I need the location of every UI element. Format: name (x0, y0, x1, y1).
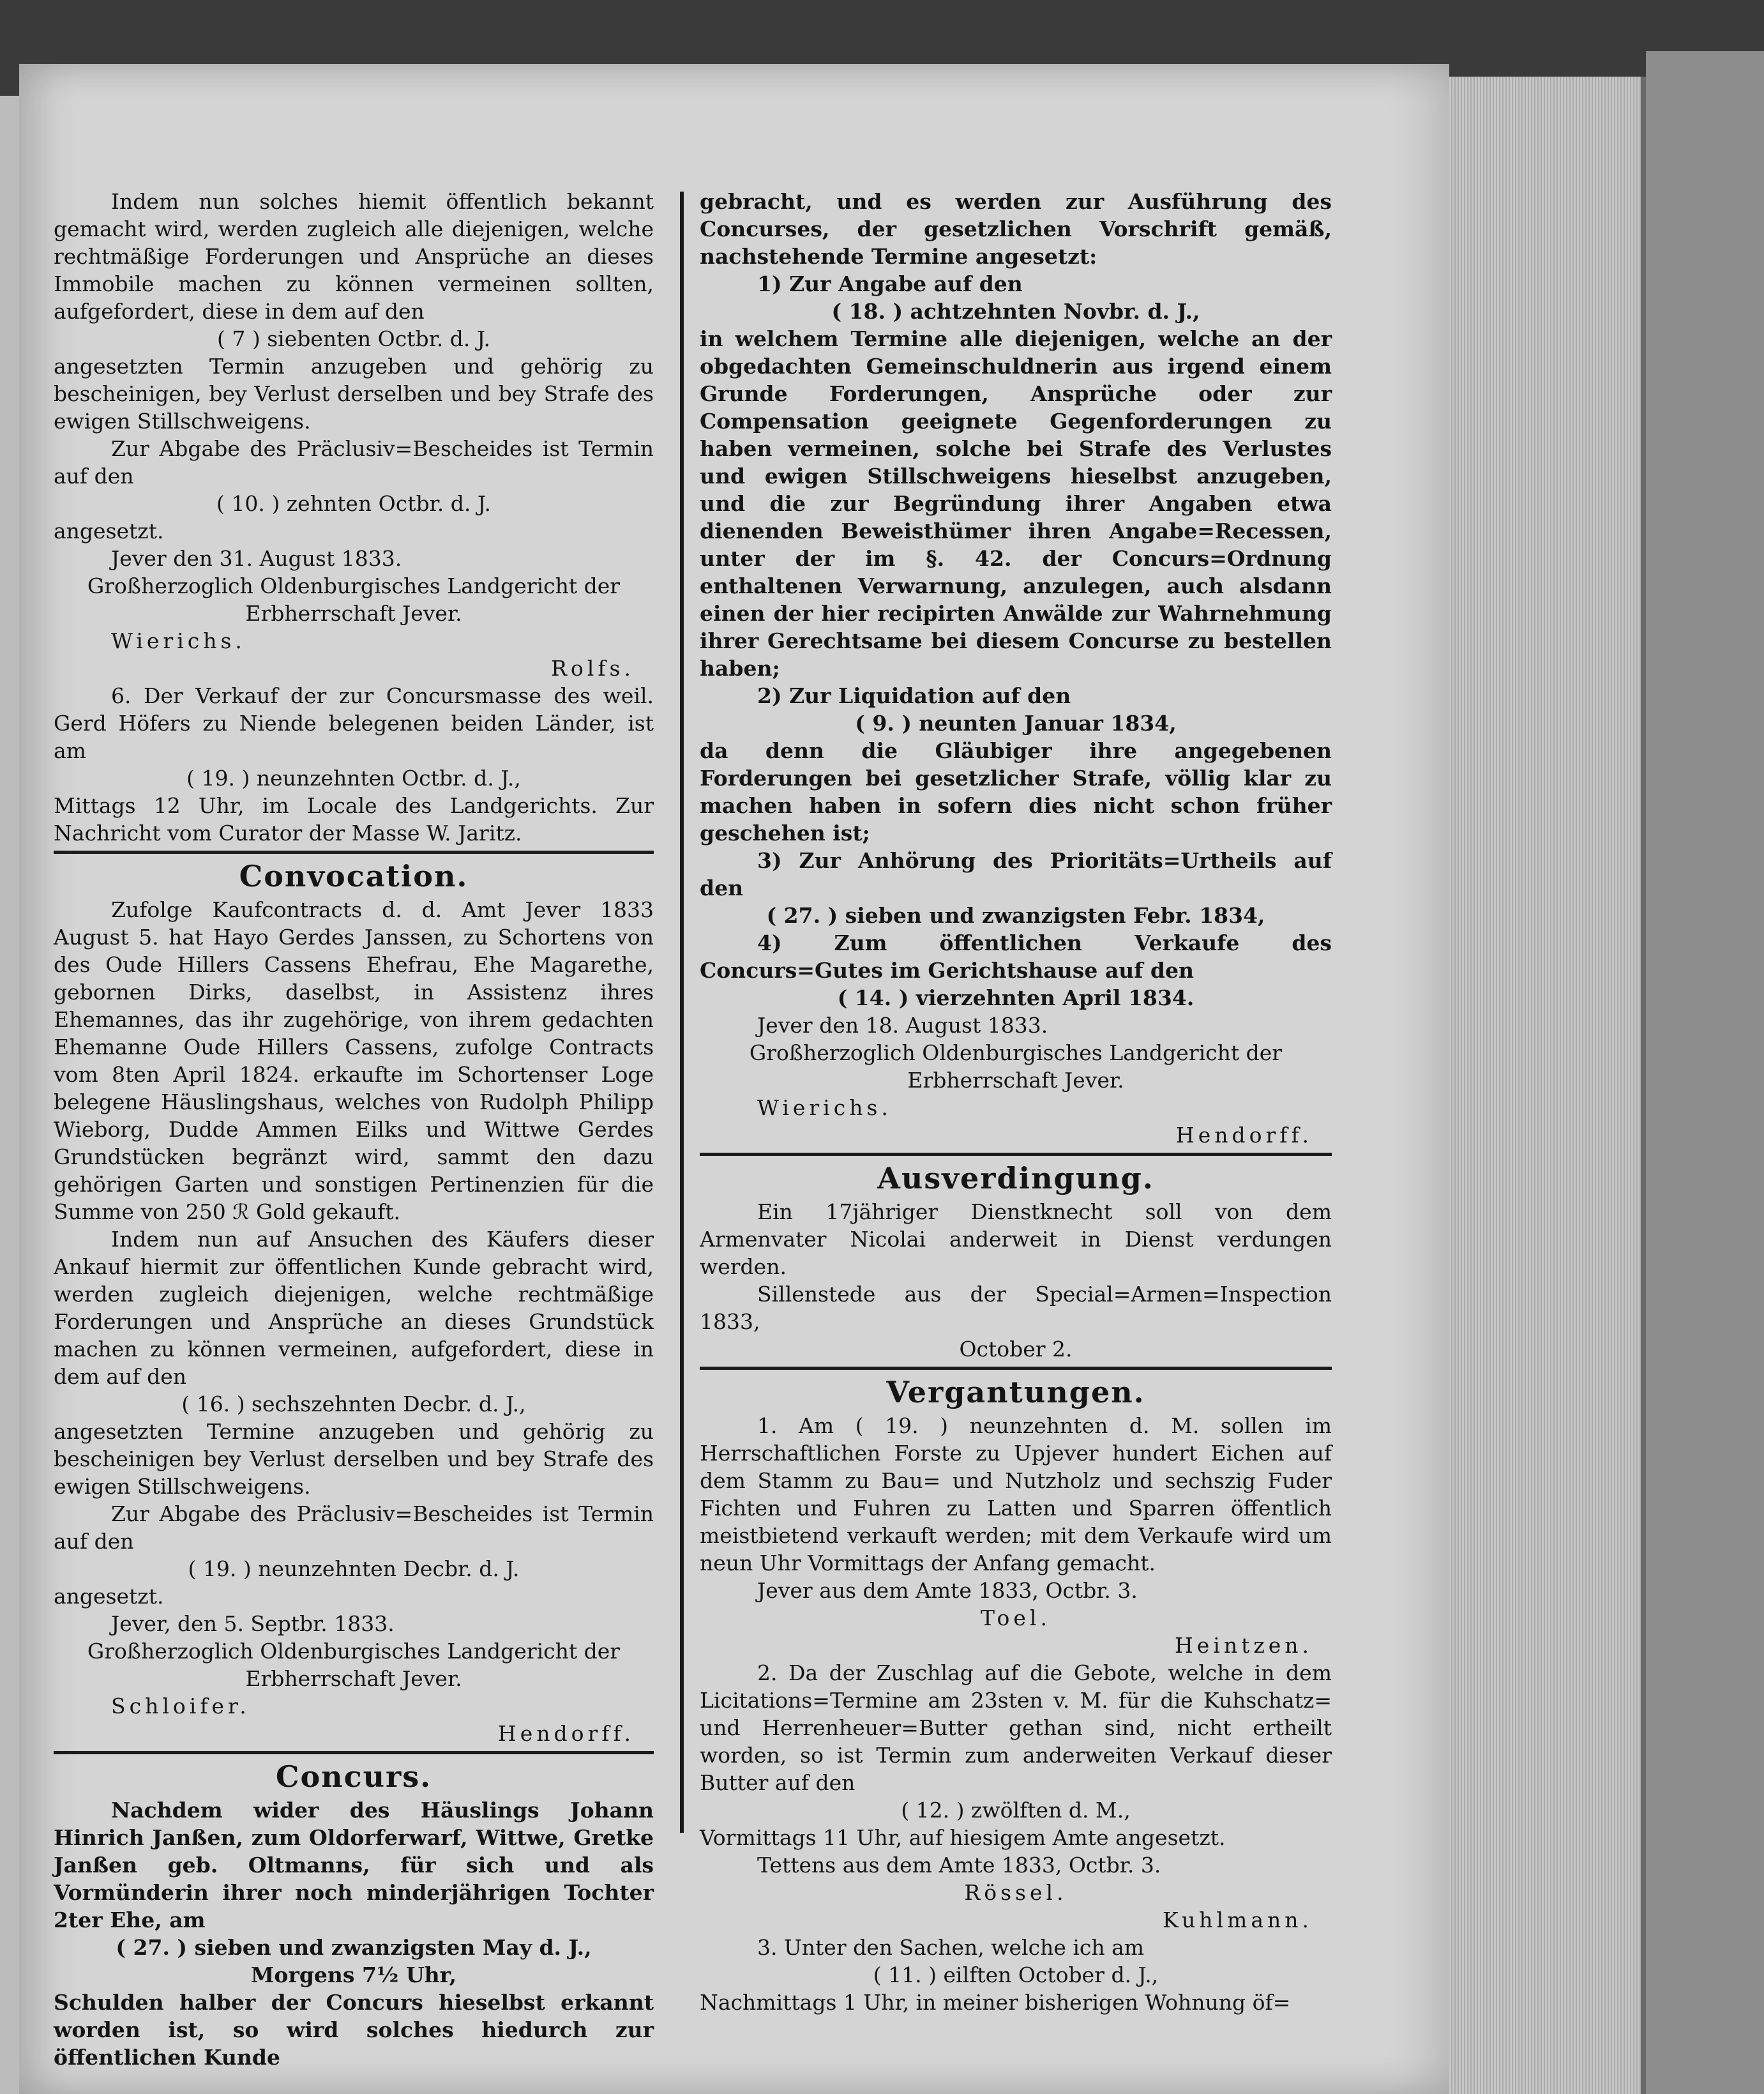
notice-text: da denn die Gläubiger ihre angegebenen Forderungen bei gesetzlicher Strafe, völlig klar zu machen haben in sofern dies nicht schon früher geschehen ist; (700, 738, 1332, 846)
section-rule (700, 1367, 1332, 1370)
court-name: Großherzoglich Oldenburgisches Landgericht der Erbherrschaft Jever. (87, 573, 621, 626)
notice-text: Vormittags 11 Uhr, auf hiesigem Amte angesetzt. (700, 1825, 1226, 1850)
notice-text: Zur Abgabe des Präclusiv=Bescheides ist Termin auf den (54, 1501, 654, 1554)
left-column (54, 188, 654, 2071)
section-rule (700, 1153, 1332, 1156)
notice-text: Zufolge Kaufcontracts d. d. Amt Jever 1833 August 5. hat Hayo Gerdes Janssen, zu Schortens von des Oude Hillers Cassens Ehefrau, Ehe Magarethe, gebornen Dirks, daselbst, in Assistenz ihres Ehemannes, das ihr zugehörige, von ihrem gedachten Ehemanne Oude Hillers Cassens, zufolge Contracts vom 8ten April 1824. erkaufte im Schortenser Loge belegene Häuslingshaus, welches von Rudolph Philipp Wieborg, Dudde Ammen Eilks und Wittwe Gerdes Grundstücken begränzt wird, sammt den dazu gehörigen Garten und sonstigen Pertinenzien für die Summe von 250 ℛ Gold gekauft. (54, 897, 654, 1224)
date-line: ( 27. ) sieben und zwanzigsten Febr. 1834, (766, 903, 1265, 928)
page-block-edge (1449, 77, 1646, 2094)
date-line: ( 11. ) eilften October d. J., (873, 1962, 1159, 1987)
section-heading: Vergantungen. (886, 1375, 1145, 1409)
signature: Hendorff. (497, 1721, 635, 1746)
notice-text: 3. Unter den Sachen, welche ich am (757, 1935, 1145, 1960)
section-rule (54, 851, 654, 854)
notice-text: Zur Abgabe des Präclusiv=Bescheides ist Termin auf den (54, 436, 654, 489)
date-line: ( 12. ) zwölften d. M., (901, 1798, 1131, 1823)
date-line: ( 10. ) zehnten Octbr. d. J. (216, 491, 491, 516)
signature: Rössel. (964, 1880, 1067, 1905)
section-rule (54, 1751, 654, 1754)
notice-text: angesetzt. (54, 519, 164, 543)
signature: Kuhlmann. (1163, 1908, 1313, 1932)
place-date: October 2. (959, 1337, 1073, 1362)
place-date: Jever den 31. August 1833. (111, 546, 402, 571)
court-name: Großherzoglich Oldenburgisches Landgericht der Erbherrschaft Jever. (749, 1040, 1283, 1093)
notice-text: angesetzten Termine anzugeben und gehörig zu bescheinigen bey Verlust derselben und bey Strafe des ewigen Stillschweigens. (54, 1419, 654, 1499)
notice-text: 1) Zur Angabe auf den (757, 271, 1023, 296)
section-heading: Ausverdingung. (877, 1161, 1154, 1195)
place-date: Tettens aus dem Amte 1833, Octbr. 3. (757, 1853, 1161, 1878)
right-column (700, 188, 1332, 2016)
date-line: ( 9. ) neunten Januar 1834, (855, 711, 1177, 736)
signature: Schloifer. (111, 1694, 250, 1718)
notice-text: Mittags 12 Uhr, im Locale des Landgerichts. Zur Nachricht vom Curator der Masse W. Jaritz. (54, 793, 654, 846)
notice-text: angesetzt. (54, 1584, 164, 1609)
notice-text: Indem nun auf Ansuchen des Käufers dieser Ankauf hiermit zur öffentlichen Kunde gebracht wird, werden zugleich diejenigen, welche rechtmäßige Forderungen und Ansprüche an dieses Grundstück machen zu können vermeinen, aufgefordert, diese in dem auf den (54, 1227, 654, 1389)
date-line: ( 27. ) sieben und zwanzigsten May d. J., (116, 1935, 592, 1960)
date-line: Morgens 7½ Uhr, (250, 1962, 457, 1987)
notice-text: Nachdem wider des Häuslings Johann Hinrich Janßen, zum Oldorferwarf, Wittwe, Gretke Janßen geb. Oltmanns, für sich und als Vormünderin ihrer noch minderjährigen Tochter 2ter Ehe, am (54, 1798, 654, 1932)
notice-text: Nachmittags 1 Uhr, in meiner bisherigen Wohnung öf= (700, 1990, 1291, 2015)
notice-text: Schulden halber der Concurs hieselbst erkannt worden ist, so wird solches hiedurch zur öffentlichen Kunde (54, 1990, 654, 2070)
place-date: Sillenstede aus der Special=Armen=Inspection 1833, (700, 1282, 1332, 1334)
place-date: Jever den 18. August 1833. (757, 1013, 1048, 1038)
notice-text: in welchem Termine alle diejenigen, welche an der obgedachten Gemeinschuldnerin aus irgend einem Grunde Forderungen, Ansprüche oder zur Compensation geeignete Gegenforderungen zu haben vermeinen, solche bei Strafe des Verlustes und ewigen Stillschweigens hieselbst anzugeben, und die zur Begründung ihrer Angaben etwa dienenden Beweisthümer ihren Angabe=Recessen, unter der im §. 42. der Concurs=Ordnung enthaltenen Verwarnung, anzulegen, auch alsdann einen der hier recipirten Anwälde zur Wahrnehmung ihrer Gerechtsame bei diesem Concurse zu bestellen haben; (700, 326, 1332, 681)
book-cover (1646, 51, 1764, 2094)
notice-text: 2) Zur Liquidation auf den (757, 683, 1071, 708)
date-line: ( 16. ) sechszehnten Decbr. d. J., (181, 1392, 526, 1416)
notice-text: angesetzten Termin anzugeben und gehörig zu bescheinigen, bey Verlust derselben und bey Strafe des ewigen Stillschweigens. (54, 354, 654, 434)
signature: Toel. (981, 1605, 1051, 1630)
signature: Hendorff. (1175, 1123, 1313, 1148)
signature: Wierichs. (111, 628, 246, 653)
section-heading: Convocation. (239, 859, 469, 893)
notice-text: Ein 17jähriger Dienstknecht soll von dem Armenvater Nicolai anderweit in Dienst verdungen werden. (700, 1199, 1332, 1279)
date-line: ( 18. ) achtzehnten Novbr. d. J., (831, 299, 1200, 324)
column-divider (680, 192, 684, 1833)
place-date: Jever aus dem Amte 1833, Octbr. 3. (757, 1578, 1138, 1603)
date-line: ( 19. ) neunzehnten Octbr. d. J., (186, 766, 521, 791)
notice-text: 1. Am ( 19. ) neunzehnten d. M. sollen im Herrschaftlichen Forste zu Upjever hundert Eichen auf dem Stamm zu Bau= und Nutzholz und sechszig Fuder Fichten und Fuhren zu Latten und Sparren öffentlich meistbietend verkauft werden; mit dem Verkaufe wird um neun Uhr Vormittags der Anfang gemacht. (700, 1413, 1332, 1575)
notice-text: 2. Da der Zuschlag auf die Gebote, welche in dem Licitations=Termine am 23sten v. M. für die Kuhschatz= und Herrenheuer=Butter gethan sind, nicht ertheilt worden, so ist Termin zum anderweiten Verkauf dieser Butter auf den (700, 1660, 1332, 1795)
place-date: Jever, den 5. Septbr. 1833. (111, 1611, 395, 1636)
section-heading: Concurs. (275, 1759, 432, 1794)
notice-text: 6. Der Verkauf der zur Concursmasse des weil. Gerd Höfers zu Niende belegenen beiden Länder, ist am (54, 683, 654, 763)
facing-page-edge (0, 96, 19, 2094)
notice-text: Indem nun solches hiemit öffentlich bekannt gemacht wird, werden zugleich alle diejenigen, welche rechtmäßige Forderungen und Ansprüche an dieses Immobile machen zu können vermeinen sollten, aufgefordert, diese in dem auf den (54, 189, 654, 324)
notice-text: gebracht, und es werden zur Ausführung des Concurses, der gesetzlichen Vorschrift gemäß, nachstehende Termine angesetzt: (700, 189, 1332, 269)
notice-text: 4) Zum öffentlichen Verkaufe des Concurs=Gutes im Gerichtshause auf den (700, 930, 1332, 983)
date-line: ( 19. ) neunzehnten Decbr. d. J. (188, 1556, 520, 1581)
date-line: ( 14. ) vierzehnten April 1834. (837, 985, 1195, 1010)
date-line: ( 7 ) siebenten Octbr. d. J. (217, 326, 490, 351)
signature: Wierichs. (757, 1095, 892, 1120)
notice-text: 3) Zur Anhörung des Prioritäts=Urtheils auf den (700, 848, 1332, 900)
court-name: Großherzoglich Oldenburgisches Landgericht der Erbherrschaft Jever. (87, 1639, 621, 1691)
signature: Heintzen. (1174, 1633, 1313, 1658)
signature: Rolfs. (551, 656, 635, 681)
